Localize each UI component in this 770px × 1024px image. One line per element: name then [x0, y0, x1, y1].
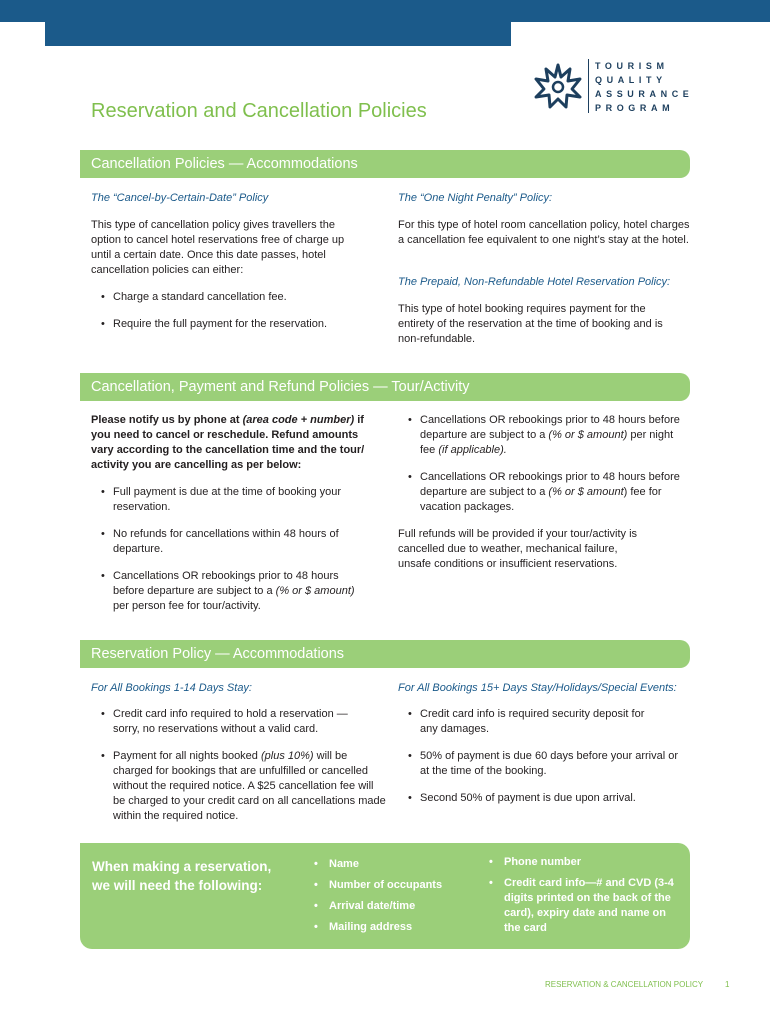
logo-text-line: PROGRAM — [595, 103, 675, 113]
long-stay-bullets — [398, 707, 688, 806]
list-item — [398, 470, 680, 515]
tour-intro-paragraph — [91, 413, 376, 473]
section-heading-cancellation-accommodations: Cancellation Policies — Accommodations — [80, 150, 690, 178]
item-text: Payment for all nights booked — [113, 750, 261, 762]
list-item: • Credit card info is required security deposit for any damages. — [398, 707, 688, 737]
section-heading-reservation-policy: Reservation Policy — Accommodations — [80, 640, 690, 668]
list-item: • Mailing address — [314, 920, 464, 935]
item-text: Cancellations OR rebookings prior to 48 hours before departure are subject to a — [420, 414, 680, 441]
logo-divider — [588, 59, 589, 113]
paragraph-one-night-penalty: For this type of hotel room cancellation policy, hotel charges a cancellation fee equivalent to one night’s stay at the hotel. — [398, 219, 690, 246]
subheading-one-night-penalty: The “One Night Penalty” Policy: — [398, 192, 553, 204]
page-number: 1 — [725, 980, 730, 989]
tourism-quality-logo — [530, 55, 694, 117]
short-stay-bullets — [91, 707, 386, 824]
list-item — [91, 749, 386, 824]
tour-left-bullets — [91, 485, 361, 614]
intro-text: if you need to cancel or reschedule. Refund amounts vary according to the cancellation time and the tour/ activity you are cancelling as per below: — [91, 414, 365, 471]
logo-text-line: ASSURANCE — [595, 89, 694, 99]
item-placeholder: (% or $ amount) — [275, 585, 355, 597]
subheading-long-stay: For All Bookings 15+ Days Stay/Holidays/Special Events: — [398, 682, 677, 694]
tour-right-bullets — [398, 413, 680, 515]
intro-text: Please notify us by phone at — [91, 414, 243, 426]
intro-placeholder: (area code + number) — [242, 414, 355, 426]
list-item: • Require the full payment for the reservation. — [91, 317, 381, 332]
item-text: per night fee — [420, 429, 674, 456]
subheading-short-stay: For All Bookings 1-14 Days Stay: — [91, 682, 252, 694]
logo-text-line: QUALITY — [595, 75, 667, 85]
footer-label: RESERVATION & CANCELLATION POLICY — [545, 980, 704, 989]
item-text: Cancellations OR rebookings prior to 48 hours before departure are subject to a — [113, 570, 339, 597]
bullet-list-cancel-by-date — [91, 290, 381, 332]
list-item: • Number of occupants — [314, 878, 464, 893]
list-item: • Name — [314, 857, 464, 872]
item-text: Cancellations OR rebookings prior to 48 hours before departure are subject to a — [420, 471, 680, 498]
list-item — [398, 413, 680, 458]
requirements-lead: When making a reservation, we will need the following: — [92, 859, 272, 893]
list-item: • Second 50% of payment is due upon arrival. — [398, 791, 688, 806]
item-text: will be charged for bookings that are unfulfilled or cancelled without the required notice. A $25 cancellation fee will be charged to your credit card on all cancellations made within the required notice. — [113, 750, 386, 822]
maple-leaf-icon — [530, 59, 586, 115]
list-item: • No refunds for cancellations within 48 hours of departure. — [91, 527, 361, 557]
item-placeholder: (% or $ amount) — [548, 429, 628, 441]
list-item: • Arrival date/time — [314, 899, 464, 914]
list-item: • Credit card info—# and CVD (3-4 digits printed on the back of the card), expiry date and name on the card — [489, 876, 674, 936]
list-item: • 50% of payment is due 60 days before your arrival or at the time of the booking. — [398, 749, 688, 779]
header-tab — [45, 22, 511, 46]
item-placeholder: (plus 10%) — [260, 750, 314, 762]
list-item: • Credit card info required to hold a reservation — sorry, no reservations without a valid card. — [91, 707, 386, 737]
reservation-requirements-box — [80, 843, 690, 949]
paragraph-prepaid-policy: This type of hotel booking requires payment for the entirety of the reservation at the time of booking and is non-refundable. — [398, 303, 663, 345]
subheading-prepaid-policy: The Prepaid, Non-Refundable Hotel Reservation Policy: — [398, 276, 671, 288]
paragraph-cancel-by-date: This type of cancellation policy gives travellers the option to cancel hotel reservations free of charge up until a certain date. Once this date passes, hotel cancellation policies can either: — [91, 219, 345, 276]
item-placeholder: (if applicable). — [438, 444, 507, 456]
list-item: • Full payment is due at the time of booking your reservation. — [91, 485, 361, 515]
list-item: • Charge a standard cancellation fee. — [91, 290, 381, 305]
item-text: ) fee for vacation packages. — [420, 486, 662, 513]
page-title: Reservation and Cancellation Policies — [91, 100, 427, 122]
requirements-list-1 — [314, 857, 464, 935]
refund-note: Full refunds will be provided if your tour/activity is cancelled due to weather, mechanical failure, unsafe conditions or insufficient reservations. — [398, 528, 638, 570]
section-heading-tour-activity: Cancellation, Payment and Refund Policies — Tour/Activity — [80, 373, 690, 401]
header-bar — [0, 0, 770, 22]
list-item — [91, 569, 361, 614]
logo-text-line: TOURISM — [595, 61, 669, 71]
subheading-cancel-by-date: The “Cancel-by-Certain-Date” Policy — [91, 192, 269, 204]
requirements-list-2 — [489, 855, 674, 936]
item-text: per person fee for tour/activity. — [113, 600, 261, 612]
list-item: • Phone number — [489, 855, 674, 870]
item-placeholder: (% or $ amount — [548, 486, 624, 498]
